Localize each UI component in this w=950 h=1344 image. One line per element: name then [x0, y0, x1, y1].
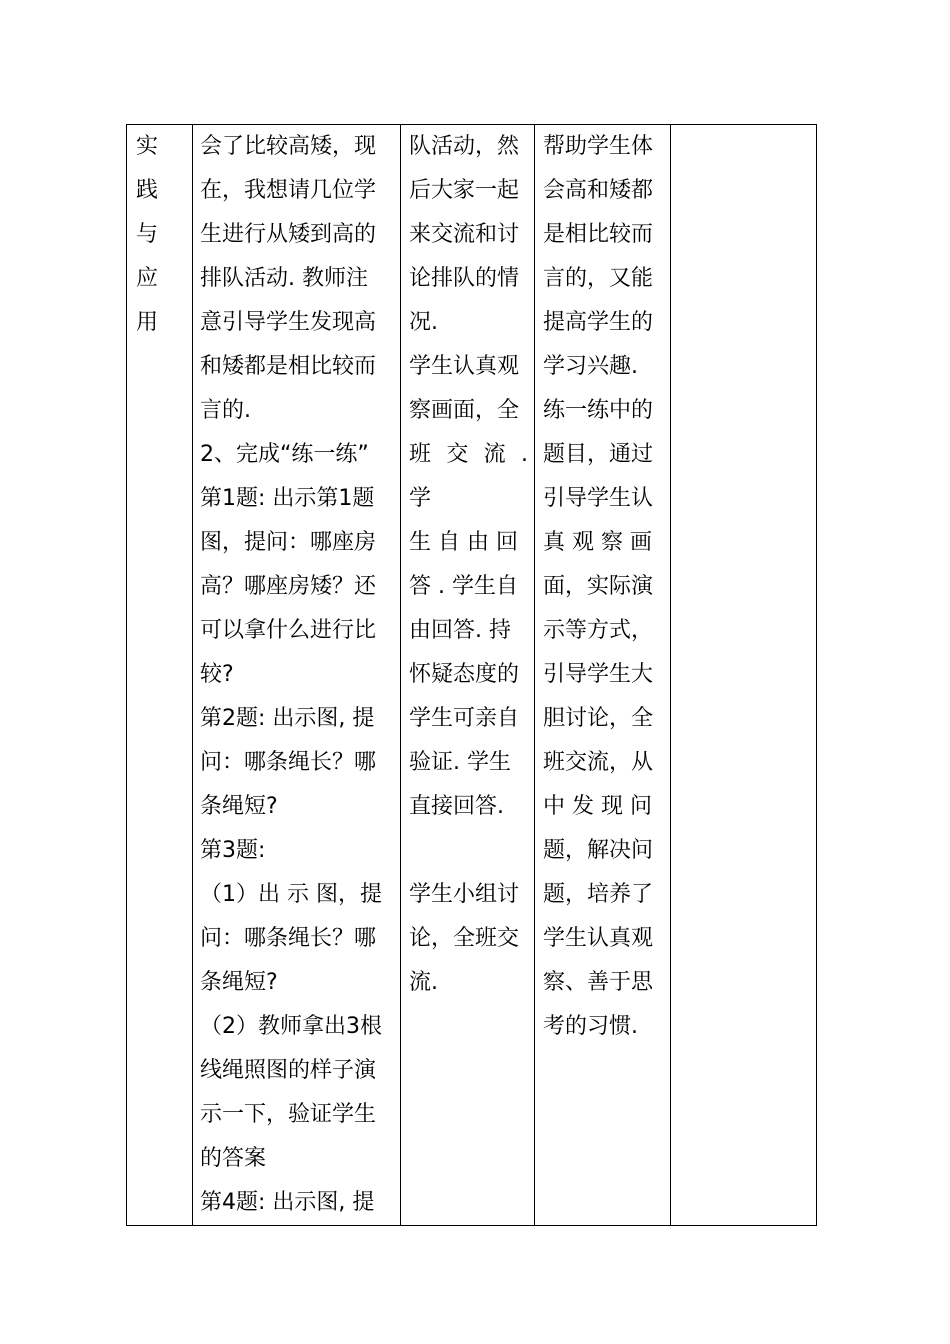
- text-line: 学生小组讨: [409, 882, 520, 907]
- text-line: 考的习惯.: [543, 1014, 638, 1039]
- text-line: 队活动，然: [409, 134, 520, 159]
- text-line: 是相比较而: [543, 222, 654, 247]
- text-line: 论，全班交: [409, 926, 520, 951]
- text-line: 言的.: [200, 398, 251, 423]
- teacher-activity-cell: [193, 125, 401, 1226]
- text-line: 会了比较高矮，现: [200, 134, 377, 159]
- text-line: 图，提问：哪座房: [200, 530, 377, 555]
- notes-cell: [671, 125, 817, 1226]
- text-line: 学习兴趣.: [543, 354, 638, 379]
- text-line: 直接回答.: [409, 794, 504, 819]
- text-line: 第1题: 出示第1题: [200, 486, 375, 511]
- teacher-activity-text: [193, 125, 400, 1225]
- stage-char: 践: [136, 178, 159, 203]
- text-line: 第4题: 出示图, 提: [200, 1190, 375, 1215]
- text-line: 意引导学生发现高: [200, 310, 377, 335]
- text-line: 由回答. 持: [409, 618, 511, 643]
- text-line: 示一下，验证学生: [200, 1102, 377, 1127]
- text-line: 流.: [409, 970, 438, 995]
- design-intent-cell: [535, 125, 671, 1226]
- text-line: 论排队的情: [409, 266, 520, 291]
- text-line: 察、善于思: [543, 970, 654, 995]
- text-line: 高？哪座房矮？还: [200, 574, 377, 599]
- text-line: 提高学生的: [543, 310, 654, 335]
- text-line: 第3题:: [200, 838, 266, 863]
- text-line: 第2题: 出示图, 提: [200, 706, 375, 731]
- text-line: 引导学生大: [543, 662, 654, 687]
- student-activity-cell: [401, 125, 535, 1226]
- text-line: 学生可亲自: [409, 706, 520, 731]
- text-line: 生 自 由 回: [409, 530, 518, 555]
- text-line: 可以拿什么进行比: [200, 618, 377, 643]
- text-line: 况.: [409, 310, 438, 335]
- student-activity-text: [401, 125, 534, 1005]
- text-line: （2）教师拿出3根: [200, 1014, 382, 1039]
- stage-cell: [127, 125, 193, 1226]
- text-line: 题，培养了: [543, 882, 654, 907]
- text-line: 和矮都是相比较而: [200, 354, 377, 379]
- stage-char: 与: [136, 222, 159, 247]
- stage-char: 实: [136, 134, 159, 159]
- text-line: 问：哪条绳长？哪: [200, 750, 377, 775]
- text-line: 题，解决问: [543, 838, 654, 863]
- text-line: 排队活动. 教师注: [200, 266, 368, 291]
- text-line: 后大家一起: [409, 178, 520, 203]
- text-line: 练一练中的: [543, 398, 654, 423]
- lesson-plan-table: [126, 124, 817, 1226]
- text-line: 面，实际演: [543, 574, 654, 599]
- stage-text: [127, 125, 166, 345]
- text-line: 较?: [200, 662, 234, 687]
- text-line: 会高和矮都: [543, 178, 654, 203]
- text-line: （1）出 示 图，提: [200, 882, 382, 907]
- table-row: [127, 125, 817, 1226]
- text-line: 帮助学生体: [543, 134, 654, 159]
- text-line: 验证. 学生: [409, 750, 511, 775]
- text-line: 题目，通过: [543, 442, 654, 467]
- stage-char: 应: [136, 266, 159, 291]
- text-line: 学生认真观: [409, 354, 520, 379]
- text-line: 胆讨论，全: [543, 706, 654, 731]
- text-line: 问：哪条绳长？哪: [200, 926, 377, 951]
- text-line: 来交流和讨: [409, 222, 520, 247]
- text-line: 的答案: [200, 1146, 267, 1171]
- text-line: 班交流，从: [543, 750, 654, 775]
- text-line: 2、完成“练一练”: [200, 442, 369, 467]
- text-line: 学生认真观: [543, 926, 654, 951]
- text-line: 班 交 流 . 学: [409, 442, 528, 511]
- text-line: 真 观 察 画: [543, 530, 652, 555]
- text-line: 示等方式，: [543, 618, 654, 643]
- paragraph-gap: [409, 829, 528, 873]
- text-line: 中 发 现 问: [543, 794, 652, 819]
- text-line: 言的，又能: [543, 266, 654, 291]
- text-line: 怀疑态度的: [409, 662, 520, 687]
- text-line: 察画面，全: [409, 398, 520, 423]
- text-line: 生进行从矮到高的: [200, 222, 377, 247]
- text-line: 答 . 学生自: [409, 574, 518, 599]
- stage-char: 用: [136, 310, 159, 335]
- text-line: 条绳短?: [200, 794, 278, 819]
- design-intent-text: [535, 125, 670, 1049]
- text-line: 引导学生认: [543, 486, 654, 511]
- text-line: 条绳短?: [200, 970, 278, 995]
- text-line: 在，我想请几位学: [200, 178, 377, 203]
- text-line: 线绳照图的样子演: [200, 1058, 377, 1083]
